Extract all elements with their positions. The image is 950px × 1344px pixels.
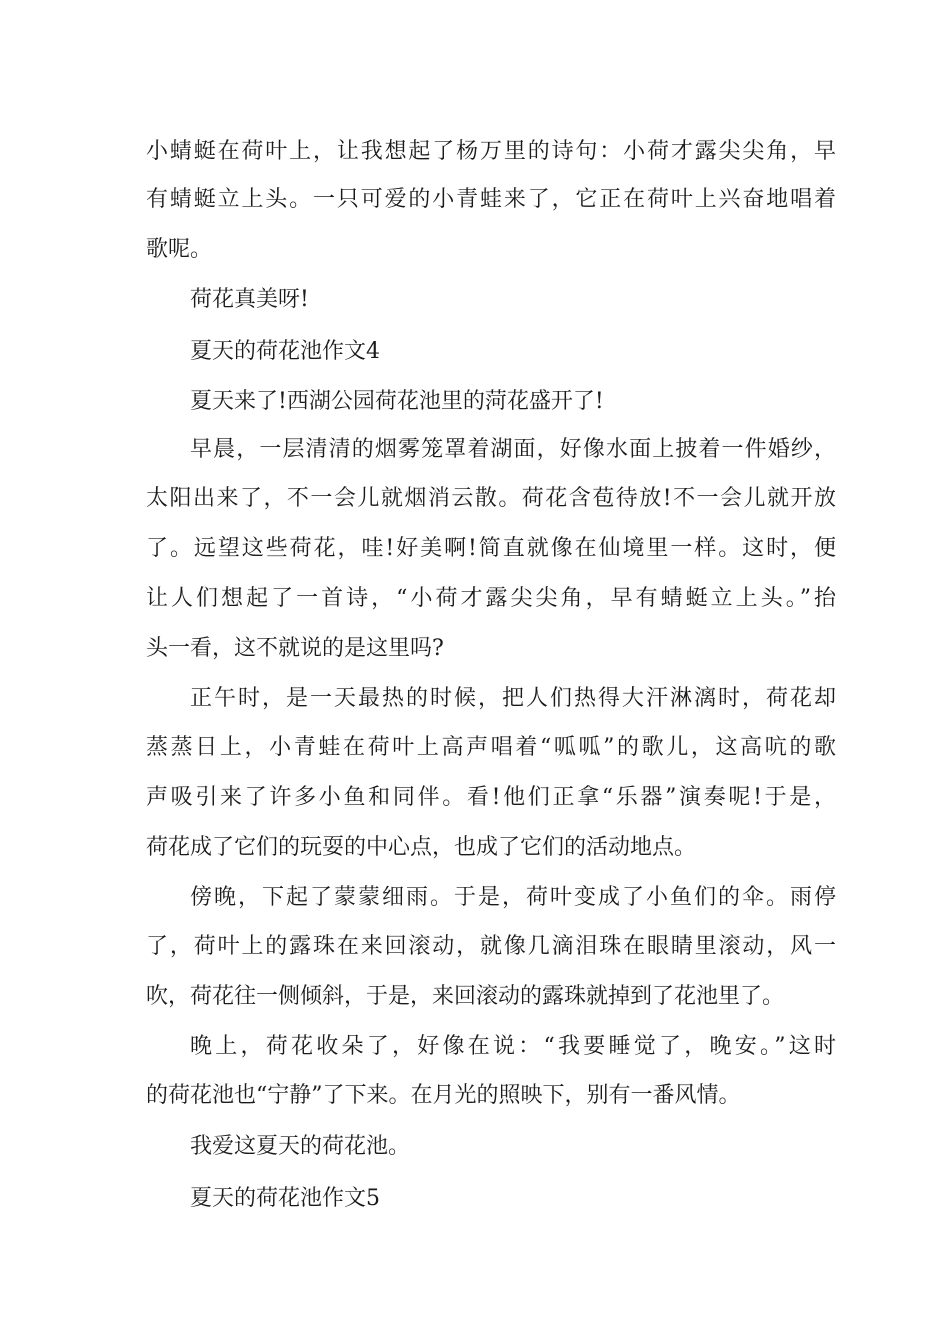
text-line: 吹，荷花往一侧倾斜，于是，来回滚动的露珠就掉到了花池里了。 xyxy=(146,984,785,1009)
text-line: 声吸引来了许多小鱼和同伴。看!他们正拿“乐器”演奏呢!于是， xyxy=(146,785,836,810)
text-line: 太阳出来了，不一会儿就烟消云散。荷花含苞待放!不一会儿就开放 xyxy=(146,486,836,511)
text-line: 让人们想起了一首诗，“小荷才露尖尖角，早有蜻蜓立上头。”抬 xyxy=(146,586,836,611)
text-line: 了，荷叶上的露珠在来回滚动，就像几滴泪珠在眼睛里滚动，风一 xyxy=(146,934,836,959)
text-line: 歌呢。 xyxy=(146,237,213,262)
text-line: 正午时，是一天最热的时候，把人们热得大汗淋漓时，荷花却 xyxy=(190,686,836,711)
text-line: 荷花成了它们的玩耍的中心点，也成了它们的活动地点。 xyxy=(146,835,697,860)
text-line: 小蜻蜓在荷叶上，让我想起了杨万里的诗句：小荷才露尖尖角，早 xyxy=(146,139,836,164)
text-line: 傍晚，下起了蒙蒙细雨。于是，荷叶变成了小鱼们的伞。雨停 xyxy=(190,885,836,910)
text-line: 荷花真美呀! xyxy=(190,287,309,312)
text-line: 晚上，荷花收朵了，好像在说：“我要睡觉了，晚安。”这时 xyxy=(190,1034,836,1059)
text-line: 蒸蒸日上，小青蛙在荷叶上高声唱着“呱呱”的歌儿，这高吭的歌 xyxy=(146,735,836,760)
text-line: 的荷花池也“宁静”了下来。在月光的照映下，别有一番风情。 xyxy=(146,1083,741,1108)
text-line: 有蜻蜓立上头。一只可爱的小青蛙来了，它正在荷叶上兴奋地唱着 xyxy=(146,187,836,212)
text-line: 早晨，一层清清的烟雾笼罩着湖面，好像水面上披着一件婚纱， xyxy=(190,437,836,462)
section-heading: 夏天的荷花池作文5 xyxy=(190,1186,380,1211)
text-line: 夏天来了!西湖公园荷花池里的菏花盛开了! xyxy=(190,389,604,414)
section-heading: 夏天的荷花池作文4 xyxy=(190,339,380,364)
text-line: 头一看，这不就说的是这里吗? xyxy=(146,636,444,661)
text-line: 了。远望这些荷花，哇!好美啊!简直就像在仙境里一样。这时，便 xyxy=(146,536,836,561)
text-line: 我爱这夏天的荷花池。 xyxy=(190,1134,411,1159)
